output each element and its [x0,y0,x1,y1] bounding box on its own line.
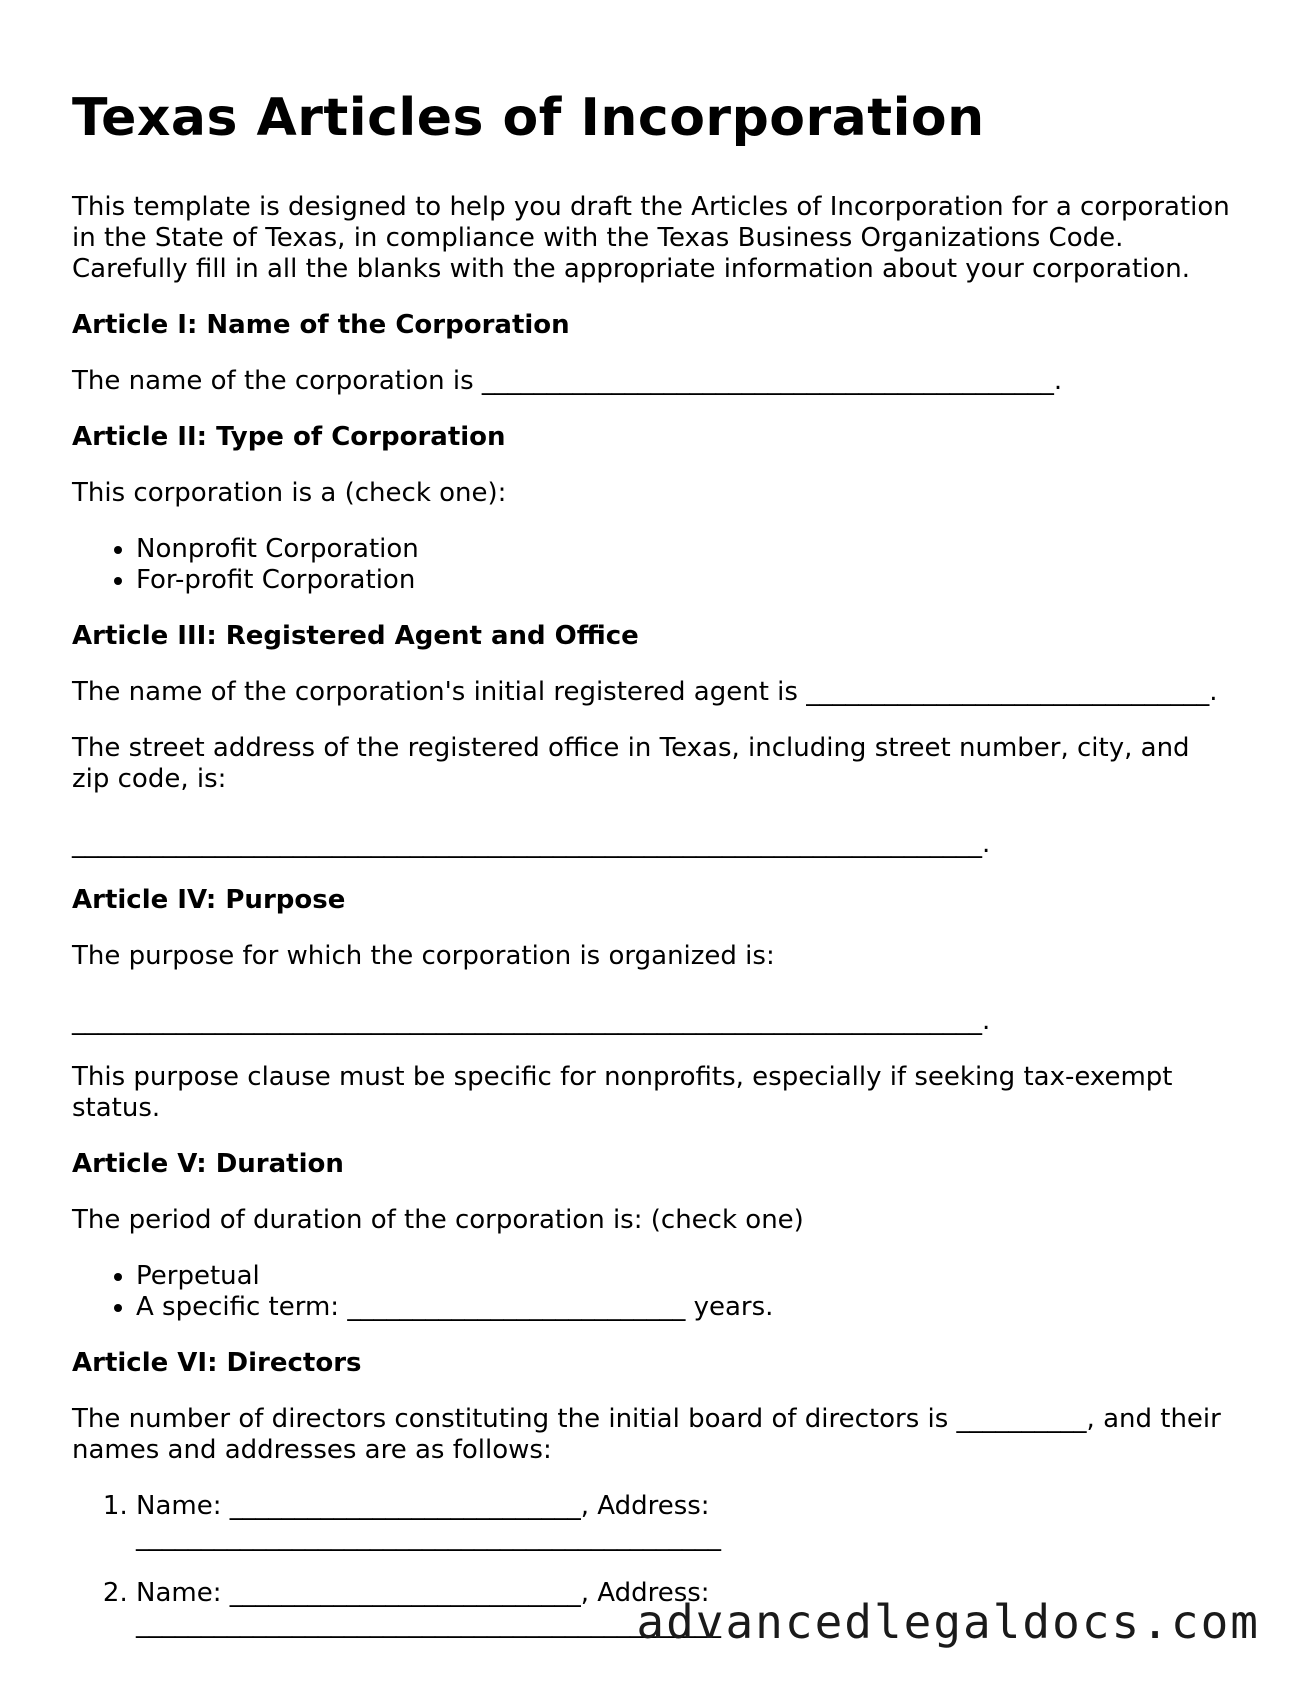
article-3-heading: Article III: Registered Agent and Office [72,621,639,651]
page-title: Texas Articles of Incorporation [72,88,985,148]
article-6-heading: Article VI: Directors [72,1348,362,1378]
director-item [136,1491,1232,1553]
article-4-text: The purpose for which the corporation is organized is: [72,941,775,971]
article-2-heading: Article II: Type of Corporation [72,422,506,452]
article-5-text: The period of duration of the corporation is: (check one) [72,1205,804,1235]
director-1-address-blank: _____________________________________________ [136,1522,721,1552]
article-3-address-blank: ______________________________________________________________________. [72,829,991,859]
article-1-heading: Article I: Name of the Corporation [72,310,570,340]
article-3-address-text: The street address of the registered office in Texas, including street number, city, and zip code, is: [72,733,1190,794]
article-4-heading: Article IV: Purpose [72,885,346,915]
duration-list [72,1261,1232,1323]
director-1-name-line: 1. Name: ___________________________, Address: [136,1491,710,1521]
corporation-type-list [72,534,1232,596]
list-item-nonprofit: • Nonprofit Corporation [136,534,1232,565]
director-2-name-line: 2. Name: ___________________________, Address: [136,1578,710,1608]
list-item-forprofit: • For-profit Corporation [136,565,1232,596]
list-item-perpetual: • Perpetual [136,1261,1232,1292]
list-item-specific-term: • A specific term: __________________________ years. [136,1292,1232,1323]
director-2-address-blank: _____________________________________________ [136,1609,721,1639]
intro-paragraph: This template is designed to help you draft the Articles of Incorporation for a corporation in the State of Texas, in compliance with the Texas Business Organizations Code. Carefully fill in all the blanks with the appropriate information about your corporation. [72,192,1230,284]
article-4-purpose-blank: ______________________________________________________________________. [72,1006,991,1036]
article-4-note: This purpose clause must be specific for nonprofits, especially if seeking tax-exempt status. [72,1062,1173,1123]
article-3-agent-text: The name of the corporation's initial registered agent is _______________________________. [72,677,1218,707]
document-page [72,88,1232,1665]
article-2-text: This corporation is a (check one): [72,478,507,508]
article-5-heading: Article V: Duration [72,1149,344,1179]
watermark: advancedlegaldocs.com [636,1595,1260,1649]
article-1-text: The name of the corporation is ____________________________________________. [72,366,1063,396]
article-6-text: The number of directors constituting the initial board of directors is __________, and their names and addresses are as follows: [72,1404,1221,1465]
